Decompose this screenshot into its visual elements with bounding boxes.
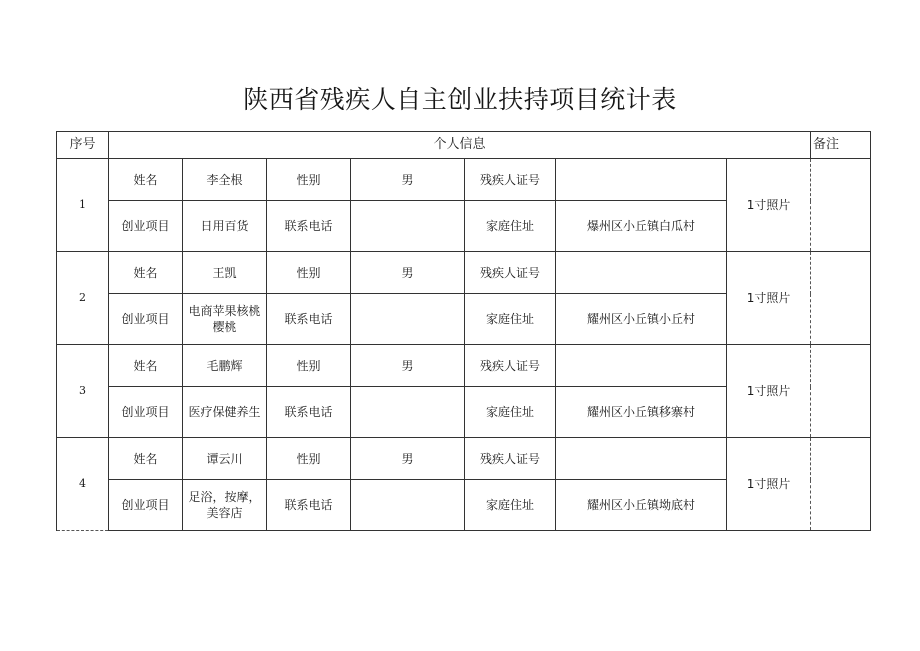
- label-address: 家庭住址: [465, 201, 556, 252]
- cell-project: 足浴，按摩，美容店: [183, 480, 267, 531]
- cell-project: 医疗保健养生: [183, 387, 267, 438]
- row-seq: 4: [57, 438, 109, 531]
- cell-name: 谭云川: [183, 438, 267, 480]
- label-disability-id: 残疾人证号: [465, 252, 556, 294]
- header-personal-info: 个人信息: [109, 132, 811, 159]
- cell-phone: [351, 480, 465, 531]
- label-phone: 联系电话: [267, 480, 351, 531]
- cell-gender: 男: [351, 345, 465, 387]
- table-header-row: [57, 132, 871, 159]
- page-title: 陕西省残疾人自主创业扶持项目统计表: [243, 85, 677, 114]
- label-project: 创业项目: [109, 201, 183, 252]
- label-gender: 性别: [267, 345, 351, 387]
- row-seq: 2: [57, 252, 109, 345]
- label-address: 家庭住址: [465, 387, 556, 438]
- cell-disability-id: [556, 438, 727, 480]
- label-name: 姓名: [109, 159, 183, 201]
- header-note: 备注: [811, 132, 871, 159]
- photo-placeholder: 1寸照片: [727, 159, 811, 252]
- cell-address: 耀州区小丘镇坳底村: [556, 480, 727, 531]
- cell-disability-id: [556, 345, 727, 387]
- label-project: 创业项目: [109, 294, 183, 345]
- cell-note: [811, 159, 871, 252]
- table-row: [57, 159, 871, 201]
- statistics-table: [56, 131, 871, 531]
- cell-note: [811, 252, 871, 345]
- cell-name: 毛鹏辉: [183, 345, 267, 387]
- label-name: 姓名: [109, 345, 183, 387]
- table-row: [57, 438, 871, 480]
- cell-phone: [351, 387, 465, 438]
- label-disability-id: 残疾人证号: [465, 345, 556, 387]
- label-name: 姓名: [109, 438, 183, 480]
- cell-address: 耀州区小丘镇移寨村: [556, 387, 727, 438]
- label-address: 家庭住址: [465, 480, 556, 531]
- label-project: 创业项目: [109, 480, 183, 531]
- label-phone: 联系电话: [267, 201, 351, 252]
- label-disability-id: 残疾人证号: [465, 438, 556, 480]
- cell-name: 王凯: [183, 252, 267, 294]
- cell-project: 日用百货: [183, 201, 267, 252]
- label-gender: 性别: [267, 252, 351, 294]
- row-seq: 1: [57, 159, 109, 252]
- cell-gender: 男: [351, 438, 465, 480]
- photo-placeholder: 1寸照片: [727, 345, 811, 438]
- label-gender: 性别: [267, 159, 351, 201]
- photo-placeholder: 1寸照片: [727, 252, 811, 345]
- label-name: 姓名: [109, 252, 183, 294]
- label-address: 家庭住址: [465, 294, 556, 345]
- cell-phone: [351, 201, 465, 252]
- cell-note: [811, 438, 871, 531]
- row-seq: 3: [57, 345, 109, 438]
- cell-address: 爆州区小丘镇白瓜村: [556, 201, 727, 252]
- label-phone: 联系电话: [267, 387, 351, 438]
- cell-gender: 男: [351, 252, 465, 294]
- label-phone: 联系电话: [267, 294, 351, 345]
- photo-placeholder: 1寸照片: [727, 438, 811, 531]
- table-row: [57, 252, 871, 294]
- cell-project: 电商苹果核桃樱桃: [183, 294, 267, 345]
- cell-phone: [351, 294, 465, 345]
- cell-disability-id: [556, 159, 727, 201]
- cell-gender: 男: [351, 159, 465, 201]
- label-gender: 性别: [267, 438, 351, 480]
- label-disability-id: 残疾人证号: [465, 159, 556, 201]
- header-seq: 序号: [57, 132, 109, 159]
- table-row: [57, 345, 871, 387]
- label-project: 创业项目: [109, 387, 183, 438]
- cell-note: [811, 345, 871, 438]
- cell-name: 李全根: [183, 159, 267, 201]
- cell-address: 耀州区小丘镇小丘村: [556, 294, 727, 345]
- cell-disability-id: [556, 252, 727, 294]
